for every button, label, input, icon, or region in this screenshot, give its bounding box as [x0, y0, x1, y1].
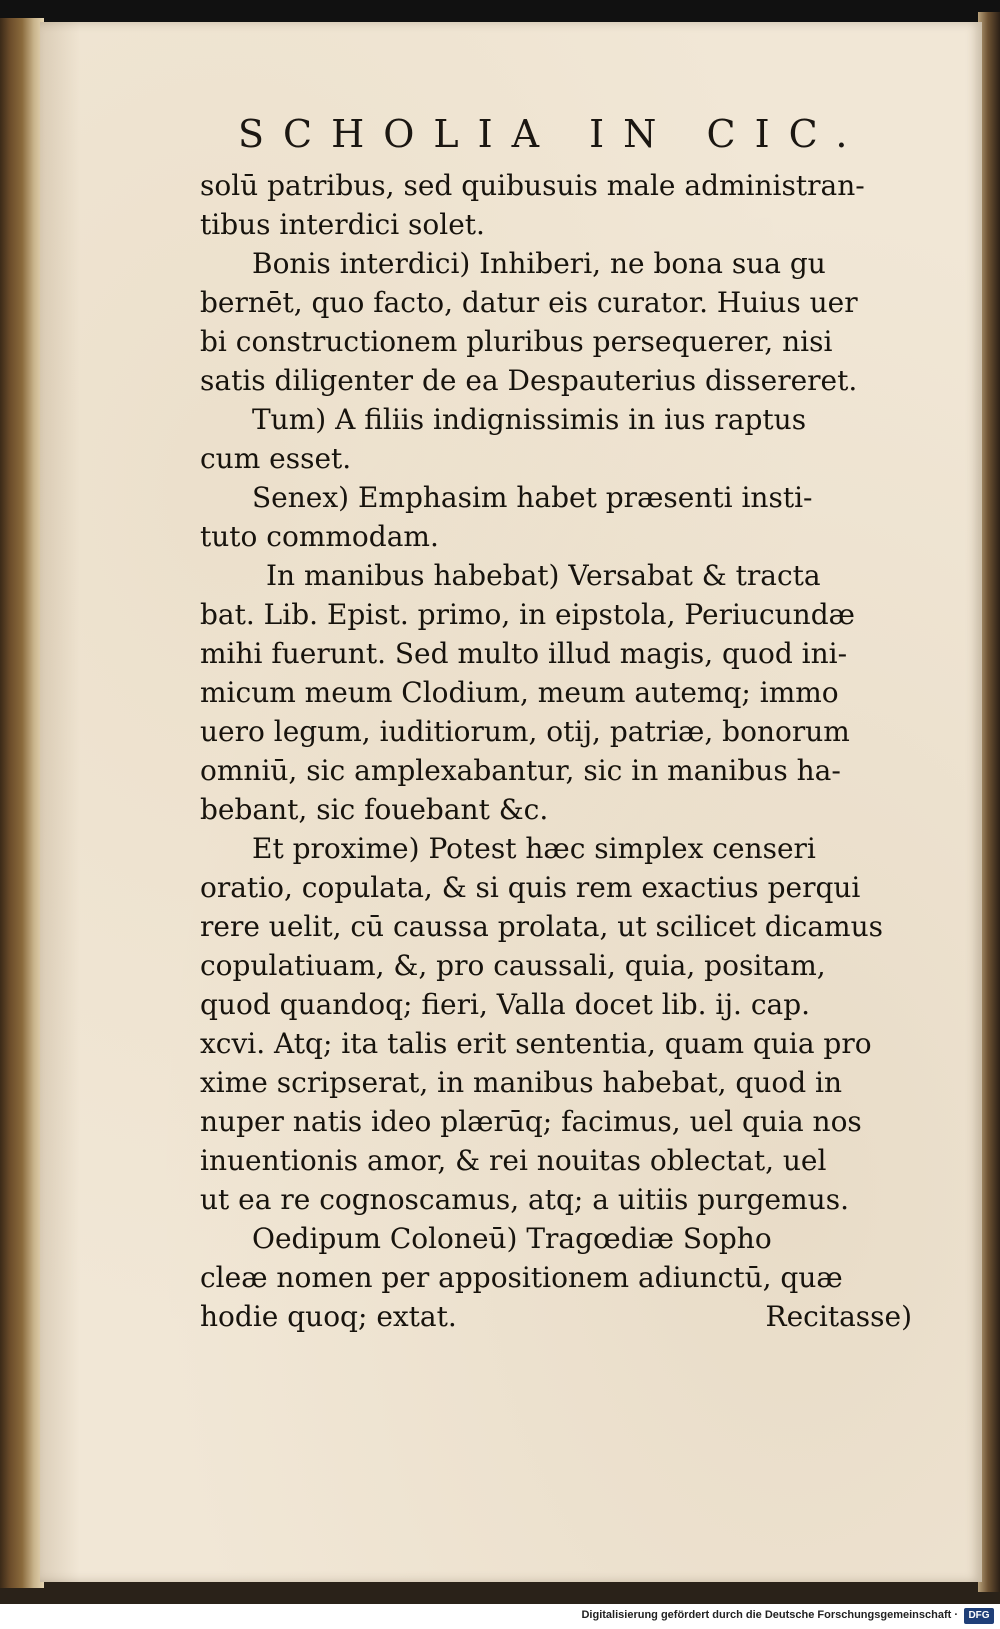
text-line: uero legum, iuditiorum, otij, patriæ, bonorum [200, 715, 850, 748]
running-header: SCHOLIA IN CIC. [238, 112, 867, 156]
digitization-footer [0, 1604, 1000, 1629]
text-line: Bonis interdici) Inhiberi, ne bona sua gu [252, 247, 826, 280]
text-line: bi constructionem pluribus persequerer, nisi [200, 325, 833, 358]
text-line: micum meum Clodium, meum autemq; immo [200, 676, 839, 709]
text-line: copulatiuam, &, pro caussali, quia, positam, [200, 949, 826, 982]
text-line: solū patribus, sed quibusuis male administran- [200, 169, 865, 202]
text-line: bebant, sic fouebant &c. [200, 793, 549, 826]
text-line: satis diligenter de ea Despauterius dissereret. [200, 364, 858, 397]
text-line: cleæ nomen per appositionem adiunctū, quæ [200, 1261, 843, 1294]
text-line: Oedipum Coloneū) Tragœdiæ Sopho [252, 1222, 772, 1255]
text-line: rere uelit, cū caussa prolata, ut scilicet dicamus [200, 910, 884, 943]
text-line: omniū, sic amplexabantur, sic in manibus ha- [200, 754, 841, 787]
catchword: Recitasse) [765, 1300, 912, 1333]
text-line: ut ea re cognoscamus, atq; a uitiis purgemus. [200, 1183, 849, 1216]
text-line: oratio, copulata, & si quis rem exactius perqui [200, 871, 861, 904]
dfg-logo: DFG [964, 1608, 994, 1624]
text-line: In manibus habebat) Versabat & tracta [266, 559, 821, 592]
text-line: inuentionis amor, & rei nouitas oblectat, uel [200, 1144, 827, 1177]
text-line: xime scripserat, in manibus habebat, quod in [200, 1066, 843, 1099]
text-line: quod quandoq; fieri, Valla docet lib. ij. cap. [200, 988, 811, 1021]
text-line: cum esset. [200, 442, 352, 475]
book-spine-edge [0, 18, 44, 1588]
text-line: tuto commodam. [200, 520, 439, 553]
text-line: Senex) Emphasim habet præsenti insti- [252, 481, 813, 514]
text-line: bat. Lib. Epist. primo, in eipstola, Periucundæ [200, 598, 855, 631]
digitization-credit: Digitalisierung gefördert durch die Deutsche Forschungsgemeinschaft · [581, 1609, 958, 1621]
last-line-with-catchword [200, 1297, 912, 1336]
page-body [200, 166, 920, 1336]
text-line: hodie quoq; extat. [200, 1300, 457, 1333]
text-line: mihi fuerunt. Sed multo illud magis, quod ini- [200, 637, 848, 670]
text-line: Et proxime) Potest hæc simplex censeri [252, 832, 816, 865]
text-line: Tum) A filiis indignissimis in ius raptus [252, 403, 807, 436]
text-line: nuper natis ideo plærūq; facimus, uel quia nos [200, 1105, 862, 1138]
text-line: xcvi. Atq; ita talis erit sententia, quam quia pro [200, 1027, 872, 1060]
text-line: bernēt, quo facto, datur eis curator. Huius uer [200, 286, 858, 319]
text-line: tibus interdici solet. [200, 208, 485, 241]
